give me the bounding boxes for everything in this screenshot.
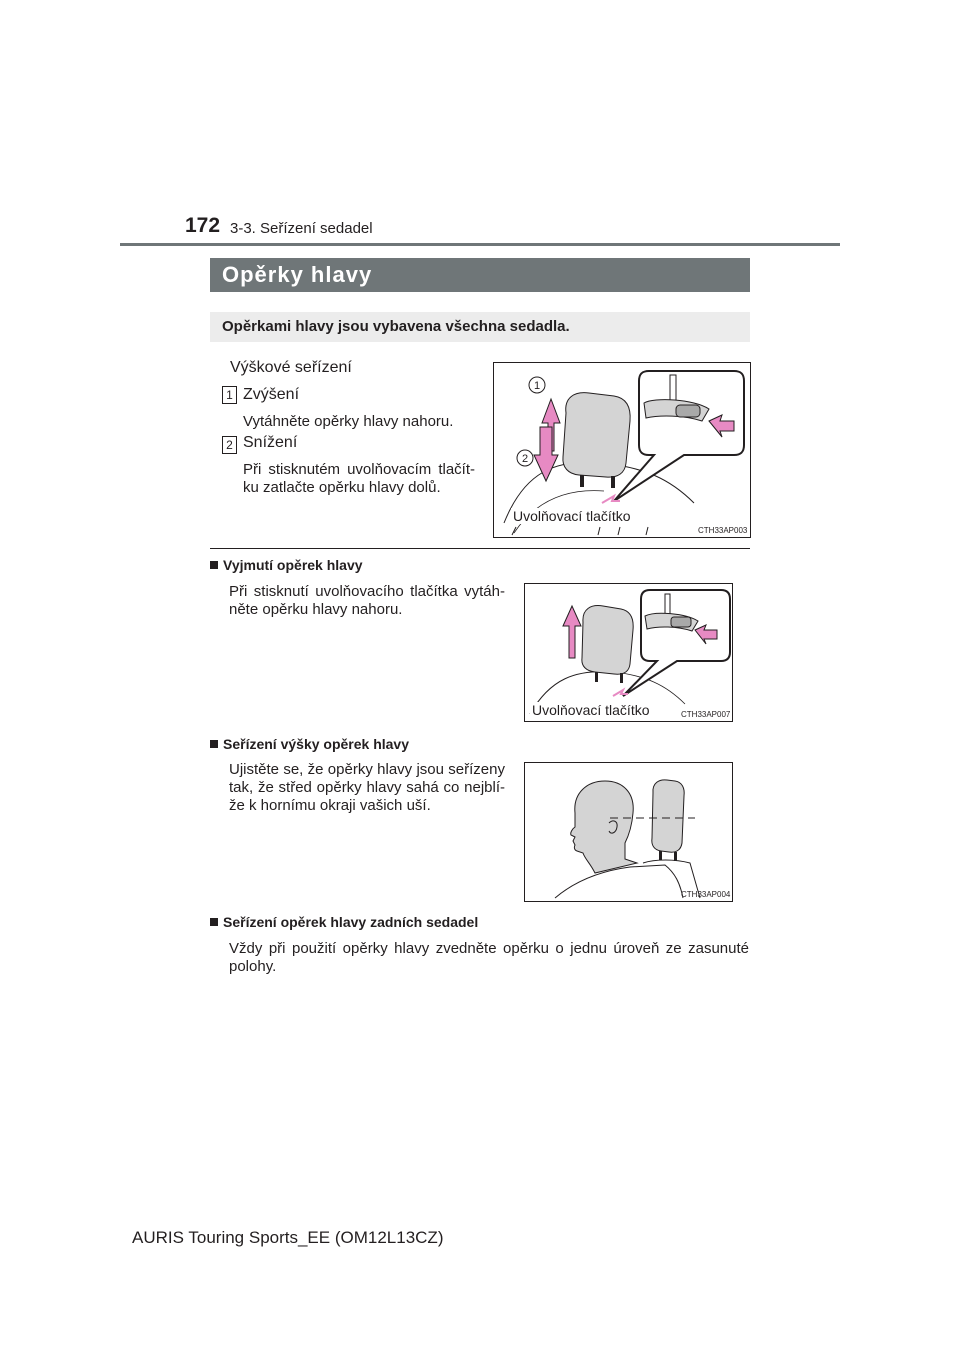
removal-heading-text: Vyjmutí opěrek hlavy (223, 557, 363, 573)
breadcrumb: 3-3. Seřízení sedadel (230, 220, 373, 237)
header-rule (120, 243, 840, 246)
callout-1: 1 (533, 380, 541, 392)
rear-heading (210, 914, 478, 930)
step-number-2: 2 (222, 436, 237, 454)
section-divider (210, 548, 750, 549)
height-heading (210, 736, 409, 752)
page-number: 172 (185, 214, 221, 237)
figure-code: CTH33AP003 (698, 526, 748, 535)
removal-text: Při stisknutí uvolňovacího tlačítka vytáh-něte opěrku hlavy nahoru. (229, 583, 505, 618)
headrest-removal-figure (524, 583, 733, 722)
release-button-label: Uvolňovací tlačítko (513, 508, 631, 524)
step-text-raise: Vytáhněte opěrky hlavy nahoru. (243, 413, 454, 430)
step-label-raise: Zvýšení (243, 386, 300, 403)
removal-heading (210, 557, 363, 573)
height-text: Ujistěte se, že opěrky hlavy jsou seřízeny tak, že střed opěrky hlavy sahá co nejblí-že k hornímu okraji vašich uší. (229, 761, 505, 814)
height-figure-code: CTH33AP004 (681, 890, 731, 899)
removal-figure-code: CTH33AP007 (681, 710, 731, 719)
step-text-lower: Při stisknutém uvolňovacím tlačít-ku zatlačte opěrku hlavy dolů. (243, 461, 475, 496)
adjustment-heading: Výškové seřízení (230, 359, 352, 376)
section-intro: Opěrkami hlavy jsou vybavena všechna sedadla. (210, 312, 750, 342)
section-title: Opěrky hlavy (210, 258, 750, 292)
headrest-adjust-figure (493, 362, 751, 538)
removal-release-label: Uvolňovací tlačítko (532, 702, 650, 718)
footer-text: AURIS Touring Sports_EE (OM12L13CZ) (132, 1228, 444, 1247)
rear-heading-text: Seřízení opěrek hlavy zadních sedadel (223, 914, 479, 930)
head-position-figure (524, 762, 733, 902)
callout-2: 2 (521, 453, 529, 465)
step-label-lower: Snížení (243, 434, 298, 451)
rear-text: Vždy při použití opěrky hlavy zvedněte opěrku o jednu úroveň ze zasunuté polohy. (229, 940, 749, 975)
step-number-1: 1 (222, 386, 237, 404)
height-heading-text: Seřízení výšky opěrek hlavy (223, 736, 409, 752)
